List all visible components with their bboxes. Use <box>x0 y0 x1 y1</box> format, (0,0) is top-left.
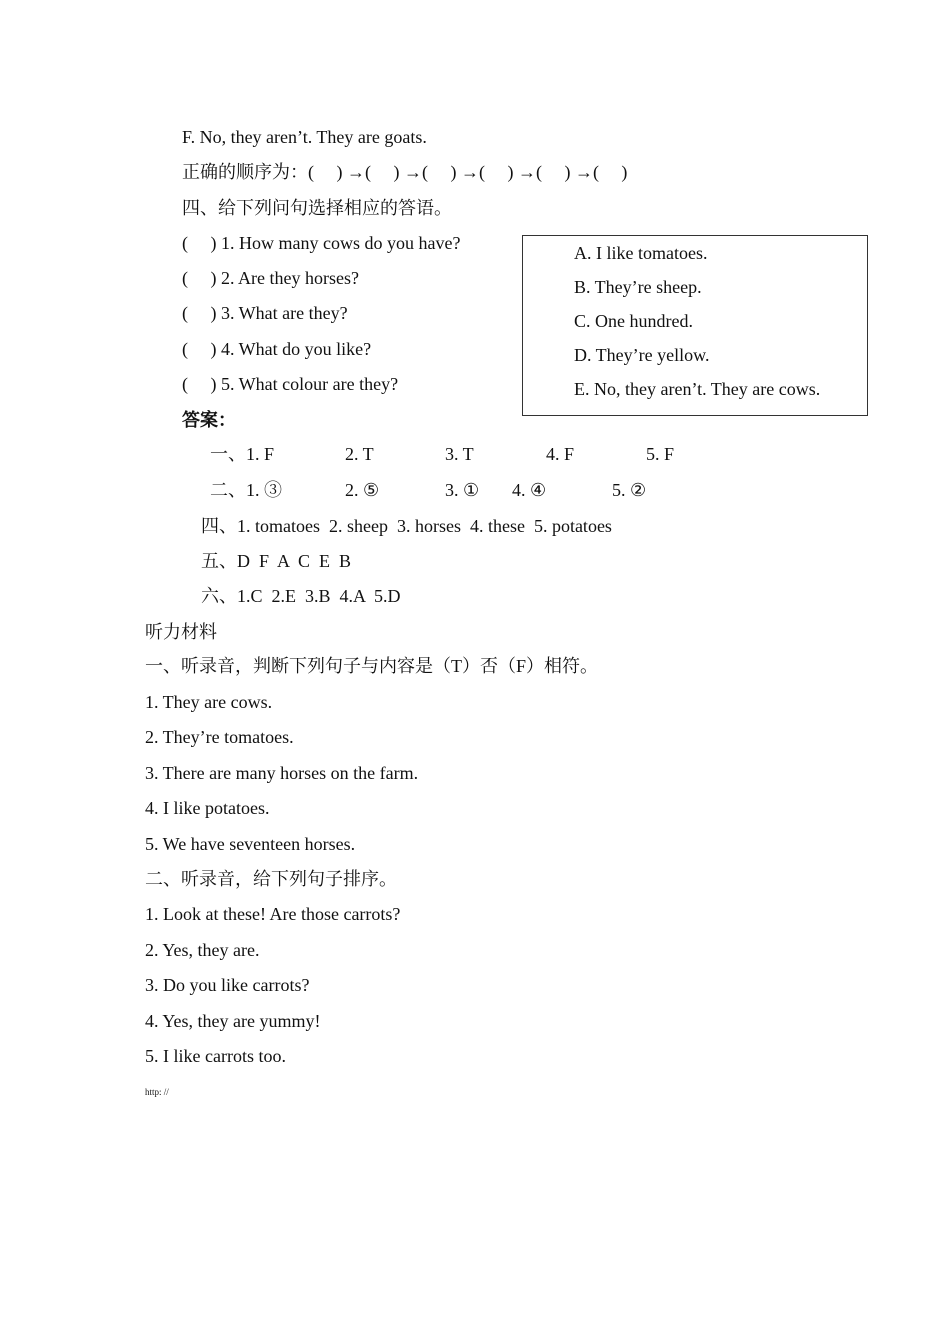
answer-2-3: 3. ① <box>445 480 480 500</box>
option-a: A. I like tomatoes. <box>574 243 708 263</box>
answer-1-2: 2. T <box>345 444 374 464</box>
listening-part1-item: 3. There are many horses on the farm. <box>145 763 419 783</box>
answer-1-1: 一、1. F <box>210 444 275 464</box>
listening-part2-item: 2. Yes, they are. <box>145 940 260 960</box>
listening-part2-item: 4. Yes, they are yummy! <box>145 1011 321 1031</box>
listening-part2-item: 5. I like carrots too. <box>145 1046 286 1066</box>
option-c: C. One hundred. <box>574 311 693 331</box>
question-3: ( ) 3. What are they? <box>182 303 348 323</box>
listening-part1-item: 1. They are cows. <box>145 692 273 712</box>
answer-row-5: 五、D F A C E B <box>201 551 352 571</box>
answer-row-4: 四、1. tomatoes 2. sheep 3. horses 4. these 5. potatoes <box>201 516 612 536</box>
footer-url: http: // <box>145 1087 169 1097</box>
section4-title: 四、给下列问句选择相应的答语。 <box>182 198 452 218</box>
listening-part2-item: 3. Do you like carrots? <box>145 975 310 995</box>
listening-part2-title: 二、听录音，给下列句子排序。 <box>145 869 397 889</box>
answer-row-6: 六、1.C 2.E 3.B 4.A 5.D <box>201 586 401 606</box>
answer-1-3: 3. T <box>445 444 474 464</box>
answer-1-5: 5. F <box>646 444 675 464</box>
question-2: ( ) 2. Are they horses? <box>182 268 359 288</box>
answer-2-4: 4. ④ <box>512 480 547 500</box>
answer-1-4: 4. F <box>546 444 575 464</box>
order-line: 正确的顺序为：( ) →( ) →( ) →( ) →( ) →( ) <box>182 162 628 182</box>
option-d: D. They’re yellow. <box>574 345 710 365</box>
question-1: ( ) 1. How many cows do you have? <box>182 233 461 253</box>
listening-part1-title: 一、听录音，判断下列句子与内容是（T）否（F）相符。 <box>145 656 599 676</box>
listening-part1-item: 2. They’re tomatoes. <box>145 727 294 747</box>
answer-2-2: 2. ⑤ <box>345 480 380 500</box>
option-b: B. They’re sheep. <box>574 277 702 297</box>
answers-heading: 答案： <box>182 410 236 430</box>
answer-2-1: 二、1. ③ <box>210 480 282 500</box>
answer-2-5: 5. ② <box>612 480 647 500</box>
listening-part2-item: 1. Look at these! Are those carrots? <box>145 904 401 924</box>
listening-title: 听力材料 <box>145 622 217 642</box>
listening-part1-item: 5. We have seventeen horses. <box>145 834 356 854</box>
question-5: ( ) 5. What colour are they? <box>182 374 399 394</box>
question-4: ( ) 4. What do you like? <box>182 339 372 359</box>
option-f: F. No, they aren’t. They are goats. <box>182 127 427 147</box>
option-e: E. No, they aren’t. They are cows. <box>574 379 821 399</box>
listening-part1-item: 4. I like potatoes. <box>145 798 270 818</box>
